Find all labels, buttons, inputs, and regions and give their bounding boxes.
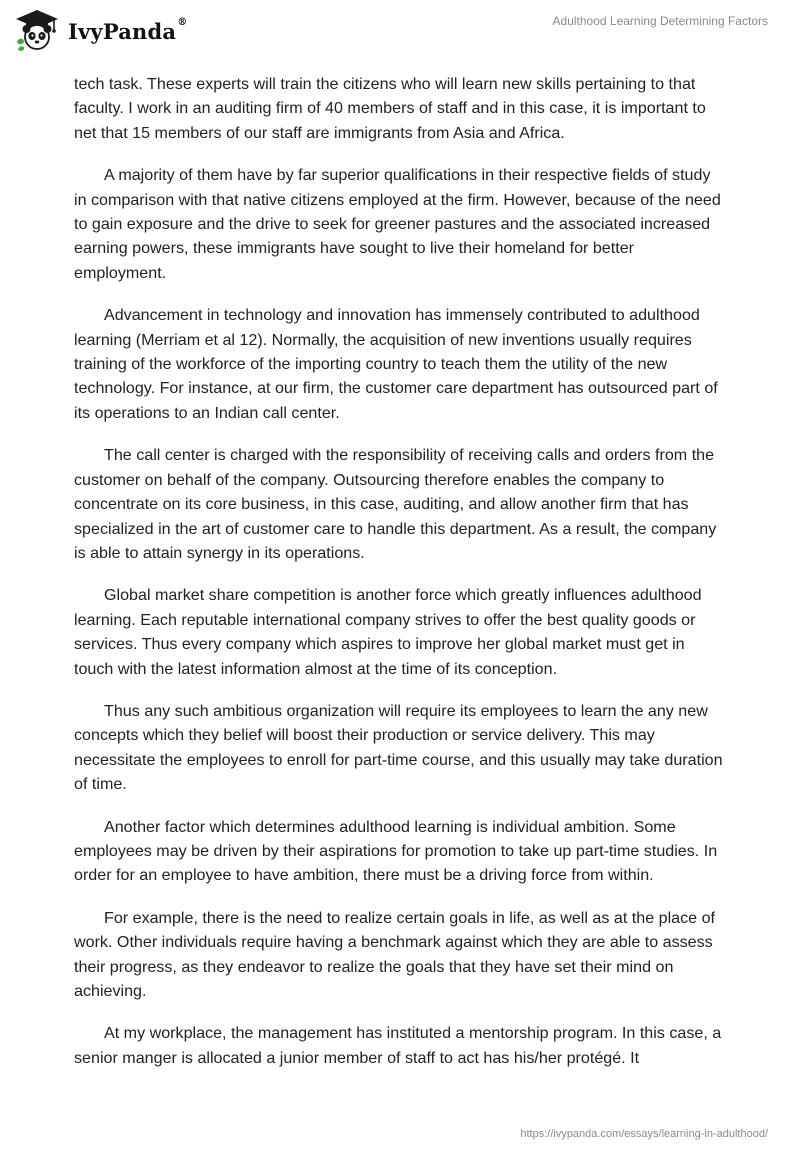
brand-name — [68, 16, 188, 44]
essay-body — [74, 72, 724, 1088]
page-header — [0, 0, 800, 66]
source-url[interactable]: https://ivypanda.com/essays/learning-in-adulthood/ — [520, 1128, 768, 1140]
brand-text: IvyPanda — [68, 18, 177, 44]
paragraph: Thus any such ambitious organization will require its employees to learn the any new concepts which they belief will boost their production or service delivery. This may necessitate the employees to enroll for part-time course, and this usually may take duration of time. — [74, 701, 723, 794]
panda-graduate-icon — [14, 8, 60, 52]
paragraph: For example, there is the need to realize certain goals in life, as well as at the place of work. Other individuals require having a benchmark against which they are able to assess their progress, as they endeavor to realize the goals that they have set their mind on achieving. — [74, 908, 715, 1000]
registered-mark: ® — [177, 16, 188, 28]
paragraph: tech task. These experts will train the citizens who will learn new skills pertaining to that faculty. I work in an auditing firm of 40 members of staff and in this case, it is important to net that 15 members of our staff are immigrants from Asia and Africa. — [74, 75, 706, 142]
paragraph: Advancement in technology and innovation has immensely contributed to adulthood learning (Merriam et al 12). Normally, the acquisition of new inventions usually requires training of the workforce of the importing country to teach them the utility of the new technology. For instance, at our firm, the customer care department has outsourced part of its operations to an Indian call center. — [74, 306, 718, 422]
ivypanda-logo[interactable] — [14, 8, 187, 52]
paragraph: At my workplace, the management has instituted a mentorship program. In this case, a senior manger is allocated a junior member of staff to act has his/her protégé. It — [74, 1024, 722, 1067]
paragraph: The call center is charged with the responsibility of receiving calls and orders from the customer on behalf of the company. Outsourcing therefore enables the company to concentrate on its core business, in this case, auditing, and allow another firm that has specialized in the art of customer care to handle this department. As a result, the company is able to attain synergy in its operations. — [74, 446, 717, 562]
paragraph: Another factor which determines adulthood learning is individual ambition. Some employees may be driven by their aspirations for promotion to take up part-time studies. In order for an employee to have ambition, there must be a driving force from within. — [74, 817, 718, 885]
paragraph: A majority of them have by far superior qualifications in their respective fields of study in comparison with that native citizens employed at the firm. However, because of the need to gain exposure and the drive to seek for greener pastures and the associated increased earning powers, these immigrants have sought to live their homeland for better employment. — [74, 166, 721, 282]
document-title: Adulthood Learning Determining Factors — [552, 14, 768, 28]
paragraph: Global market share competition is another force which greatly influences adulthood learning. Each reputable international company strives to offer the best quality goods or services. Thus every company which aspires to improve her global market must get in touch with the latest information almost at the time of its conception. — [74, 586, 702, 678]
